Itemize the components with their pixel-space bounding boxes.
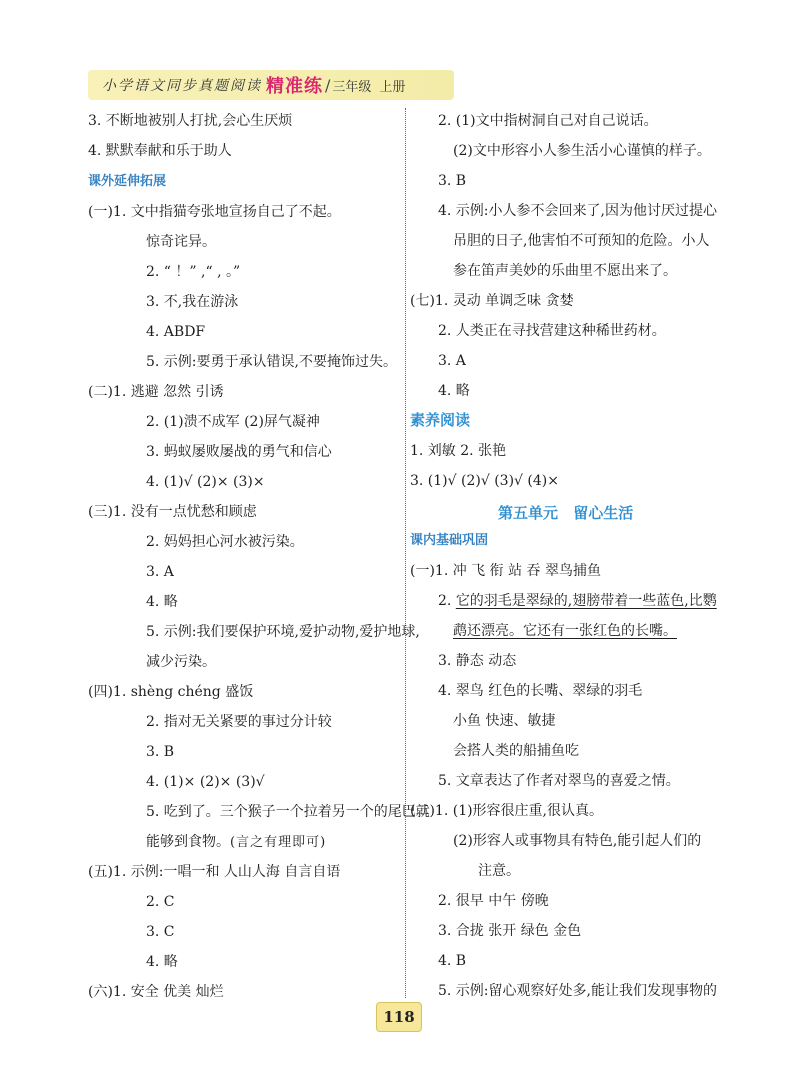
answer-line: 5. 示例:我们要保护环境,爱护动物,爱护地球, [146, 624, 420, 640]
answer-line: (2)文中形容小人参生活小心谨慎的样子。 [453, 143, 711, 159]
answer-line: (五)1. 示例:一唱一和 人山人海 自言自语 [88, 864, 341, 880]
answer-line: 3. 不断地被别人打扰,会心生厌烦 [88, 113, 293, 129]
answer-line: 2. 指对无关紧要的事过分计较 [146, 714, 332, 730]
answer-line: 4. (1)× (2)× (3)√ [146, 774, 265, 790]
underlined-answer: 它的羽毛是翠绿的,翅膀带着一些蓝色,比鹦 [455, 593, 717, 609]
answer-line: 2. “ ！” ,“ , 。” [146, 264, 241, 280]
answer-line: (2)形容人或事物具有特色,能引起人们的 [453, 833, 702, 849]
answer-line: 4. 示例:小人参不会回来了,因为他讨厌过提心 [438, 203, 717, 219]
answer-line: (七)1. 灵动 单调乏味 贪婪 [410, 293, 574, 309]
answer-line: 3. C [146, 924, 175, 940]
answer-line [146, 833, 326, 852]
answer-line: 3. B [438, 173, 467, 189]
answer-line: 5. 文章表达了作者对翠鸟的喜爱之情。 [438, 773, 680, 789]
answer-line: 3. 合拢 张开 绿色 金色 [438, 923, 582, 939]
brand-title: 精准练 [266, 76, 323, 97]
answer-line: (一)1. 文中指猫夸张地宣扬自己了不起。 [88, 204, 341, 220]
answer-line: 4. B [438, 953, 467, 969]
answer-line: 1. 刘敏 2. 张艳 [410, 443, 507, 459]
answer-line: 注意。 [478, 863, 520, 879]
answer-line: 4. 略 [146, 954, 178, 970]
answer-line: 参在笛声美妙的乐曲里不愿出来了。 [453, 263, 677, 279]
answer-line: 减少污染。 [146, 654, 216, 670]
underlined-answer: 鹉还漂亮。它还有一张红色的长嘴。 [453, 623, 677, 639]
answer-line: 吊胆的日子,他害怕不可预知的危险。小人 [453, 233, 710, 249]
answer-line: 3. 蚂蚁屡败屡战的勇气和信心 [146, 444, 332, 460]
answer-line: 4. 翠鸟 红色的长嘴、翠绿的羽毛 [438, 683, 643, 699]
answer-line: 5. 示例:留心观察好处多,能让我们发现事物的 [438, 983, 717, 999]
answer-line: 4. 略 [146, 594, 178, 610]
answer-line: 2. (1)溃不成军 (2)屏气凝神 [146, 414, 320, 430]
answer-line: 小鱼 快速、敏捷 [453, 713, 556, 729]
section-heading-extension: 课外延伸拓展 [88, 174, 167, 189]
answer-line: 4. 略 [438, 383, 470, 399]
answer-line: 2. (1)文中指树洞自己对自己说话。 [438, 113, 658, 129]
answer-line: 2. C [146, 894, 175, 910]
answer-line: 2. 妈妈担心河水被污染。 [146, 534, 304, 550]
answer-line: 5. 吃到了。三个猴子一个拉着另一个的尾巴就 [146, 804, 430, 820]
answer-line: 3. A [438, 353, 466, 369]
grade-label: 三年级 [332, 79, 372, 95]
answer-line: 3. (1)√ (2)√ (3)√ (4)× [410, 473, 559, 489]
unit-title: 第五单元 留心生活 [498, 504, 634, 522]
header-separator: / [325, 75, 331, 95]
section-heading-reading: 素养阅读 [410, 411, 471, 429]
answer-line: 3. 静态 动态 [438, 653, 517, 669]
answer-line: 3. B [146, 744, 175, 760]
answer-line: 2. 人类正在寻找营建这种稀世药材。 [438, 323, 666, 339]
answer-line: 会搭人类的船捕鱼吃 [453, 743, 579, 759]
answer-line [438, 592, 717, 610]
answer-line: (二)1. (1)形容很庄重,很认真。 [410, 803, 604, 819]
answer-number: 2. [438, 593, 456, 609]
answer-line: 4. 默默奉献和乐于助人 [88, 143, 232, 159]
header-banner [88, 70, 454, 100]
grading-note: (言之有理即可) [230, 835, 327, 850]
answer-line: 惊奇诧异。 [146, 234, 216, 250]
answer-line: (二)1. 逃避 忽然 引诱 [88, 384, 224, 400]
answer-line: (三)1. 没有一点忧愁和顾虑 [88, 504, 257, 520]
answer-text: 能够到食物。 [146, 834, 230, 850]
series-title: 小学语文同步真题阅读 [102, 78, 262, 94]
column-divider [405, 108, 406, 998]
volume-label: 上册 [379, 79, 406, 95]
answer-line: 5. 示例:要勇于承认错误,不要掩饰过失。 [146, 354, 397, 370]
section-heading-basic: 课内基础巩固 [410, 533, 489, 548]
answer-line: (一)1. 冲 飞 衔 站 吞 翠鸟捕鱼 [410, 563, 601, 579]
answer-line: 4. (1)√ (2)× (3)× [146, 474, 265, 490]
answer-line: (六)1. 安全 优美 灿烂 [88, 984, 224, 1000]
page-number: 118 [376, 1002, 422, 1032]
answer-line: 4. ABDF [146, 324, 206, 340]
answer-line: 3. 不,我在游泳 [146, 294, 239, 310]
answer-line: 3. A [146, 564, 174, 580]
answer-line: (四)1. shèng chéng 盛饭 [88, 684, 254, 700]
answer-line: 2. 很早 中午 傍晚 [438, 893, 549, 909]
